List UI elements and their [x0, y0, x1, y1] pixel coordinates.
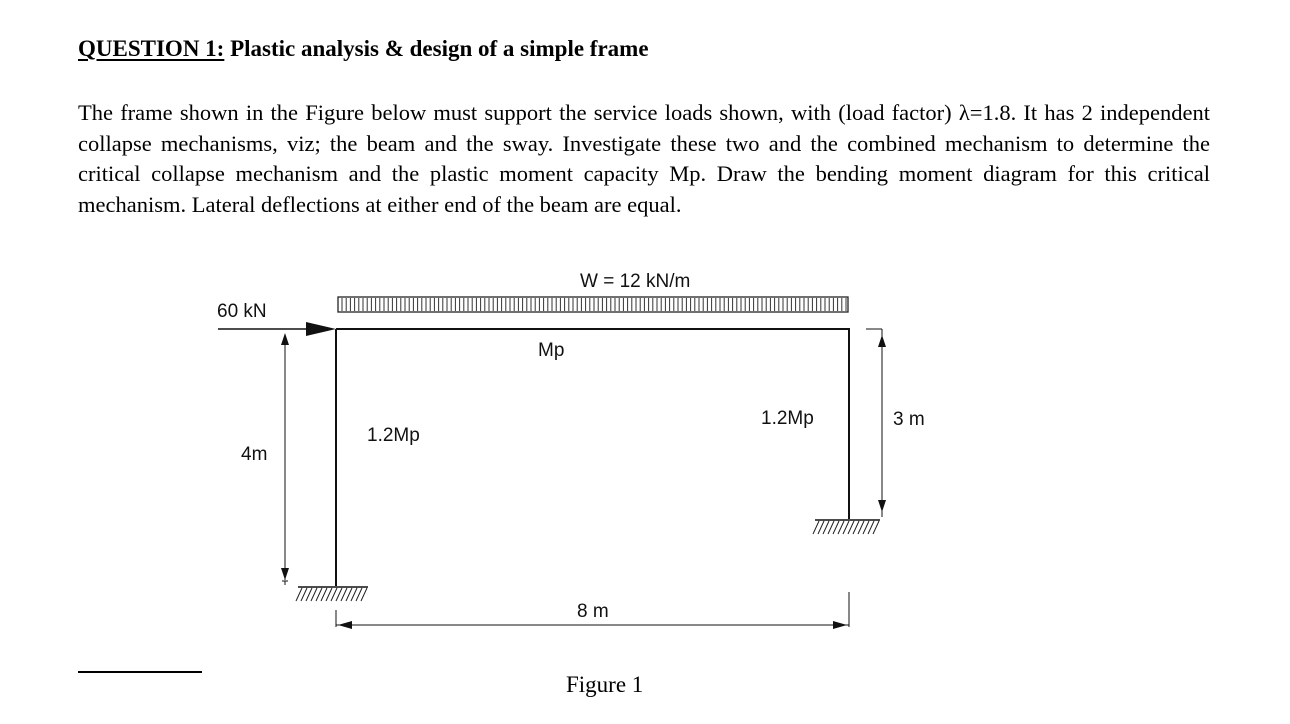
point-load-arrowhead — [306, 322, 336, 336]
left-height-label: 4m — [241, 444, 268, 465]
beam-moment-label: Mp — [538, 340, 565, 361]
figure-caption: Figure 1 — [566, 672, 644, 697]
udl-strip — [338, 297, 848, 312]
question-number: QUESTION 1: — [78, 36, 225, 61]
right-height-dimension — [866, 329, 886, 517]
udl-label: W = 12 kN/m — [580, 271, 691, 292]
left-column-moment-label: 1.2Mp — [367, 425, 420, 446]
question-paragraph: The frame shown in the Figure below must support the service loads shown, with (load factor) λ=1.8. It has 2 independent collapse mechanisms, viz; the beam and the sway. Investigate these two and the combined mechanism to determine the critical collapse mechanism and the plastic moment capacity Mp. Draw the bending moment diagram for this critical mechanism. Lateral deflections at either end of the beam are equal. — [78, 100, 1210, 217]
point-load-label: 60 kN — [217, 301, 267, 322]
question-heading: Plastic analysis & design of a simple frame — [230, 36, 649, 61]
span-label: 8 m — [577, 601, 609, 622]
right-column-moment-label: 1.2Mp — [761, 408, 814, 429]
right-height-label: 3 m — [893, 409, 925, 430]
right-fixed-support — [813, 520, 880, 534]
footnote-rule — [78, 671, 202, 673]
left-height-dimension — [281, 333, 289, 585]
left-fixed-support — [296, 587, 368, 601]
